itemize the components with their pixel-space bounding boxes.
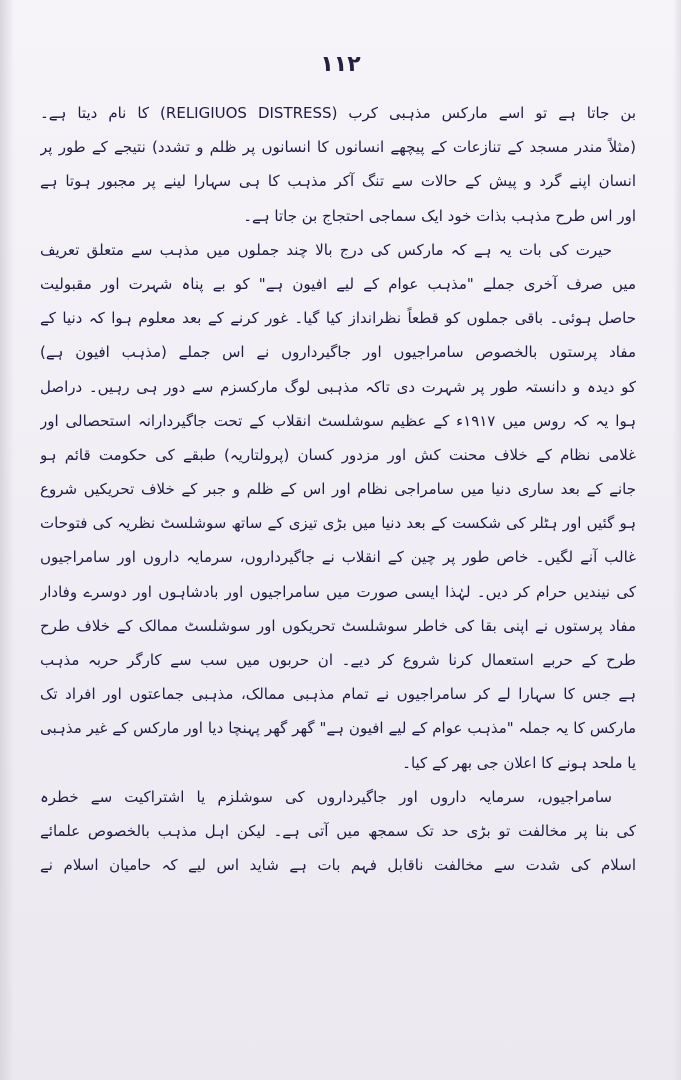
text-line: حاصل ہوئی۔ باقی جملوں کو قطعاً نظرانداز کیا گیا۔ غور کرنے کے بعد معلوم ہوا کہ دنیا کے bbox=[40, 309, 636, 328]
text-line: جانے کے بعد ساری دنیا میں سامراجی نظام اور اس کے ظلم و جبر کے خلاف تحریکیں شروع bbox=[40, 480, 636, 499]
text-line: بن جاتا ہے تو اسے مارکس مذہبی کرب (RELIGIUOS DISTRESS) کا نام دیتا ہے۔ bbox=[40, 104, 636, 122]
text-line: اسلام کی شدت سے مخالفت ناقابل فہم بات ہے شاید اس لیے کہ حامیان اسلام نے bbox=[40, 856, 636, 875]
page-edge-shadow bbox=[673, 0, 681, 1080]
text-line: انسان اپنے گرد و پیش کے حالات سے تنگ آکر مذہب کا ہی سہارا لینے پر مجبور ہوتا ہے bbox=[40, 172, 636, 191]
text-line: سامراجیوں، سرمایہ داروں اور جاگیرداروں کی سوشلزم یا اشتراکیت سے خطرہ bbox=[40, 787, 612, 806]
text-line: ہے جس کا سہارا لے کر سامراجیوں نے تمام مذہبی ممالک، مذہبی جماعتوں اور افراد تک bbox=[40, 685, 636, 704]
text-line: کی بنا پر مخالفت تو بڑی حد تک سمجھ میں آتی ہے۔ لیکن اہل مذہب بالخصوص علمائے bbox=[40, 821, 636, 840]
text-line: ہو گئیں اور ہٹلر کی شکست کے بعد دنیا میں بڑی تیزی کے ساتھ سوشلسٹ نظریہ کی فتوحات bbox=[40, 514, 636, 533]
text-line: یا ملحد ہونے کا اعلان جی بھر کے کیا۔ bbox=[402, 753, 636, 772]
text-line: غلامی نظام کے خلاف محنت کش اور مزدور کسان (پرولتاریہ) طبقے کی حکومت قائم ہو bbox=[40, 445, 636, 464]
text-line: (مثلاً مندر مسجد کے تنازعات کے پیچھے انسانوں کا انسانوں پر ظلم و تشدد) نتیجے کے طور پر bbox=[40, 138, 636, 157]
text-line: مارکس کا یہ جملہ "مذہب عوام کے لیے افیون ہے" گھر گھر پہنچا دیا اور مارکس کے غیر مذہبی bbox=[40, 719, 636, 738]
text-line: حیرت کی بات یہ ہے کہ مارکس کی درج بالا چند جملوں میں مذہب سے متعلق تعریف bbox=[40, 240, 612, 259]
body-text bbox=[40, 96, 636, 882]
text-line: غالب آنے لگیں۔ خاص طور پر چین کے انقلاب نے جاگیرداروں، سرمایہ داروں اور سامراجیوں bbox=[40, 548, 636, 567]
text-line: ہوا یہ کہ روس میں ۱۹۱۷ء کے عظیم سوشلسٹ انقلاب کے تحت جاگیردارانہ استحصالی اور bbox=[40, 411, 636, 430]
text-line: کی نیندیں حرام کر دیں۔ لہٰذا ایسی صورت میں سامراجیوں اور بادشاہوں اور دوسرے وفادار bbox=[40, 582, 636, 601]
text-line: طرح کے حربے استعمال کرنا شروع کر دیے۔ ان حربوں میں سب سے کارگر حربہ مذہب bbox=[40, 651, 636, 669]
text-line: مفاد پرستوں نے اپنی بقا کی خاطر سوشلسٹ تحریکوں اور سوشلسٹ ممالک کے خلاف طرح bbox=[40, 616, 636, 635]
text-line: میں صرف آخری جملے "مذہب عوام کے لیے افیون ہے" کو بے پناہ شہرت اور مقبولیت bbox=[40, 274, 636, 293]
page-number: ١١٢ bbox=[320, 52, 361, 77]
text-line: کو دیدہ و دانستہ طور پر شہرت دی تاکہ مذہبی لوگ مارکسزم سے دور ہی رہیں۔ دراصل bbox=[40, 377, 636, 396]
page-gutter-shadow bbox=[0, 0, 14, 1080]
text-line: اور اس طرح مذہب بذات خود ایک سماجی احتجاج بن جاتا ہے۔ bbox=[243, 206, 636, 225]
text-line: مفاد پرستوں بالخصوص سامراجیوں اور جاگیرداروں نے اس جملے (مذہب افیون ہے) bbox=[40, 343, 636, 362]
